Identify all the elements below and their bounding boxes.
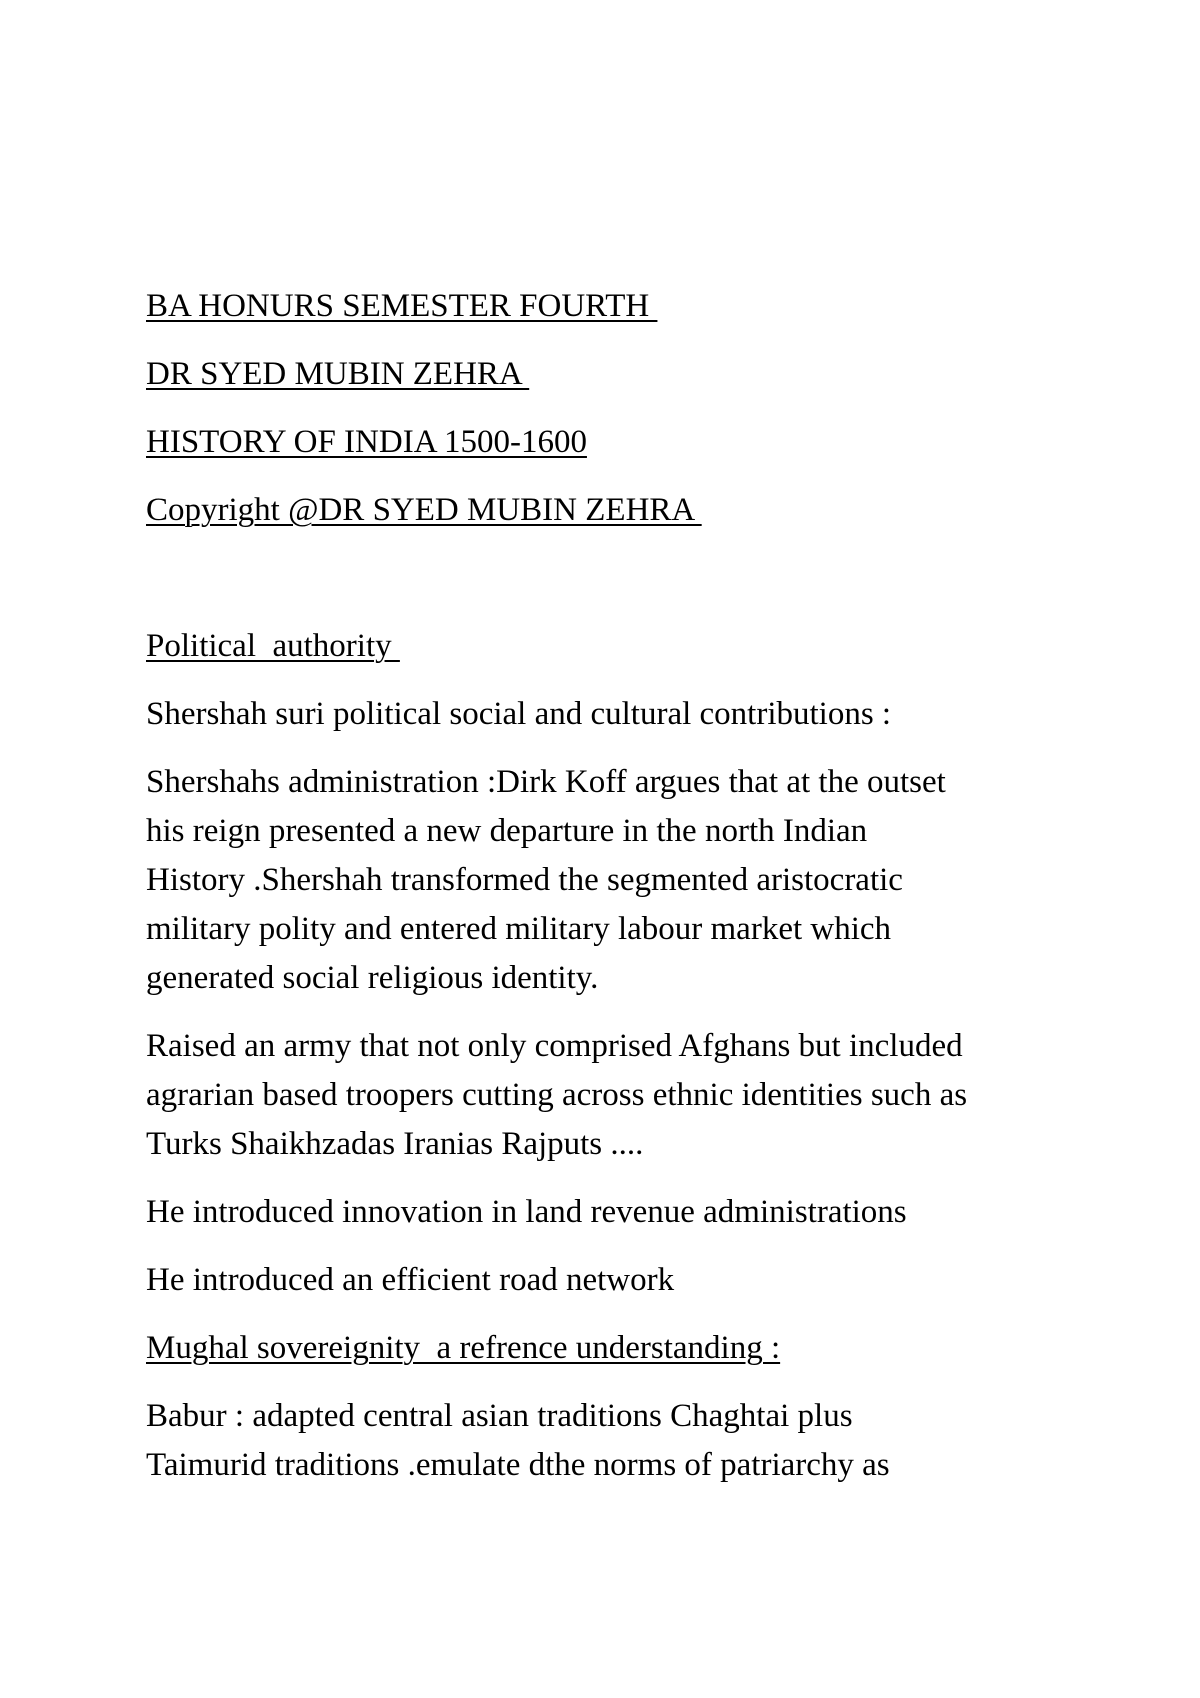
paragraph-land-revenue: He introduced innovation in land revenue administrations <box>146 1194 907 1230</box>
course-title: BA HONURS SEMESTER FOURTH <box>146 288 658 324</box>
paragraph-line: military polity and entered military labour market which <box>146 911 892 947</box>
section-subheading-shershah: Shershah suri political social and cultural contributions : <box>146 696 892 732</box>
copyright-line: Copyright @DR SYED MUBIN ZEHRA <box>146 492 702 528</box>
paragraph-line: Taimurid traditions .emulate dthe norms of patriarchy as <box>146 1447 890 1483</box>
author-name: DR SYED MUBIN ZEHRA <box>146 356 530 392</box>
paragraph-road-network: He introduced an efficient road network <box>146 1262 675 1298</box>
paragraph-line: Raised an army that not only comprised Afghans but included <box>146 1028 963 1064</box>
paragraph-line: History .Shershah transformed the segmented aristocratic <box>146 862 903 898</box>
section-heading-political-authority: Political authority <box>146 628 400 664</box>
section-heading-mughal-sovereignity: Mughal sovereignity a refrence understanding : <box>146 1330 781 1366</box>
paragraph-line: Shershahs administration :Dirk Koff argues that at the outset <box>146 764 946 800</box>
paragraph-line: his reign presented a new departure in the north Indian <box>146 813 868 849</box>
paragraph-line: agrarian based troopers cutting across ethnic identities such as <box>146 1077 968 1113</box>
subject-title: HISTORY OF INDIA 1500-1600 <box>146 424 587 460</box>
paragraph-line: Babur : adapted central asian traditions Chaghtai plus <box>146 1398 853 1434</box>
paragraph-line: generated social religious identity. <box>146 960 599 996</box>
paragraph-line: Turks Shaikhzadas Iranias Rajputs .... <box>146 1126 644 1162</box>
